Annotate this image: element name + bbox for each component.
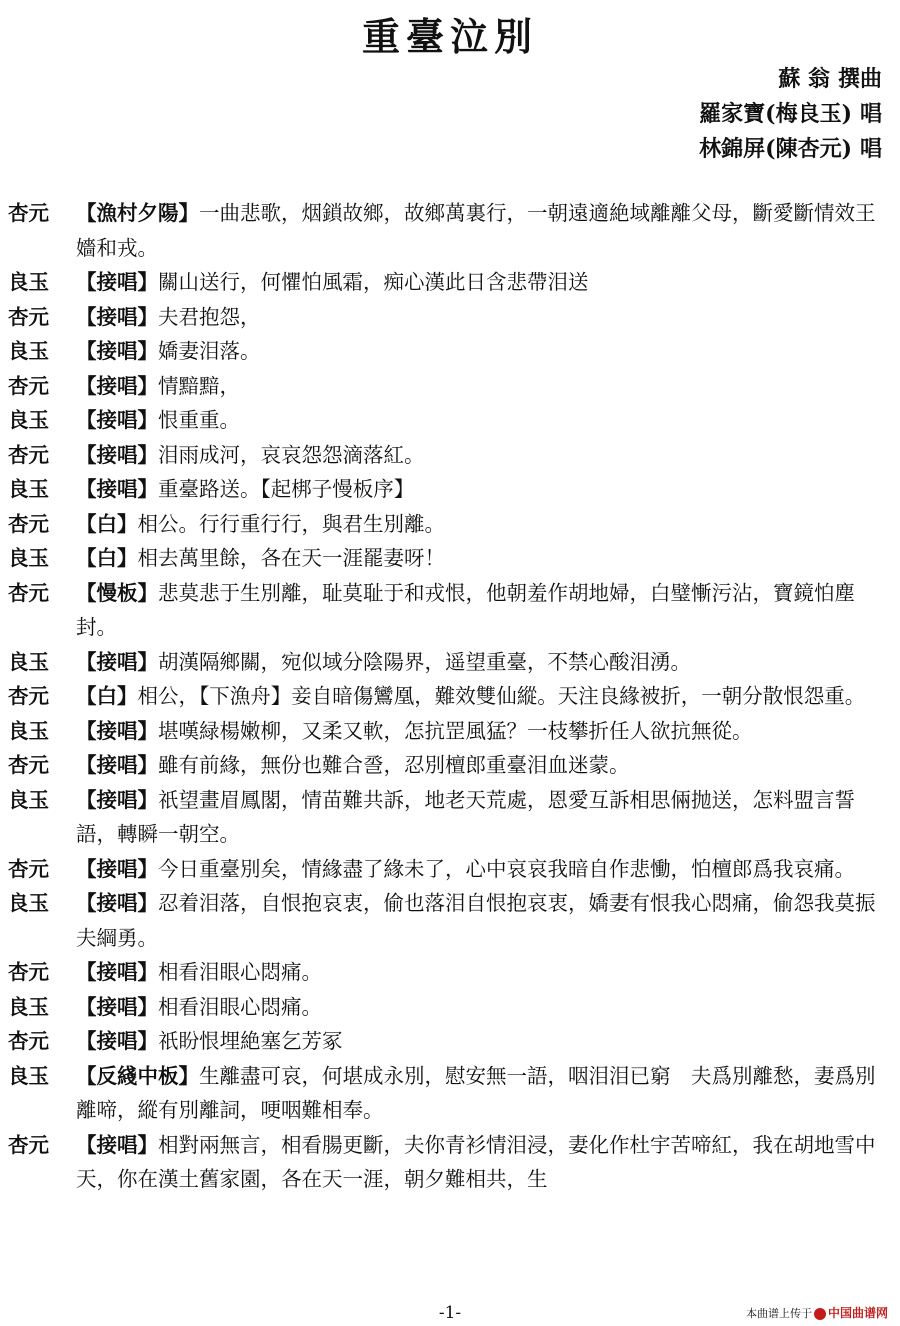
script-row: [8, 955, 888, 990]
lyric-text: 一曲悲歌，烟鎖故鄉，故鄉萬裏行，一朝遠適絶域離離父母，斷愛斷情效王嬙和戎。: [76, 201, 876, 260]
credit-role: 唱: [859, 136, 882, 162]
speaker-name: 杏元: [8, 1132, 49, 1157]
lyric-text: 相公，【下漁舟】妾自暗傷鸞凰，難效雙仙縱。天注良緣被折，一朝分散恨怨重。: [137, 684, 866, 708]
speaker-name: 良玉: [8, 546, 49, 570]
tune-tag: 【接唱】: [76, 960, 158, 984]
tune-tag: 【接唱】: [76, 270, 158, 294]
tune-tag: 【接唱】: [76, 649, 158, 674]
tune-tag: 【白】: [76, 684, 138, 708]
page-number: -1-: [438, 1303, 462, 1323]
credit-role: 唱: [859, 101, 882, 127]
script-row: [8, 714, 888, 749]
script-row: [8, 1128, 888, 1197]
tune-tag: 【接唱】: [76, 442, 158, 467]
lyric-text: 祇望畫眉鳳閣，情苗難共訴，地老天荒處，恩愛互訴相思倆抛送，怎料盟言誓語，轉瞬一朝空。: [76, 787, 855, 846]
speaker-name: 杏元: [8, 753, 49, 777]
watermark-brand: 中国曲谱网: [827, 1306, 888, 1320]
speaker-name: 杏元: [8, 373, 49, 398]
speaker-name: 良玉: [8, 994, 49, 1019]
tune-tag: 【接唱】: [76, 718, 158, 743]
tune-tag: 【接唱】: [76, 1029, 158, 1053]
lyric-text: 恨重重。: [158, 408, 240, 432]
lyric-line: [76, 886, 888, 955]
page-title: 重臺泣別: [361, 14, 538, 59]
speaker-name: 杏元: [8, 201, 49, 225]
script-row: [8, 886, 888, 955]
credit-singer-1: [699, 97, 882, 132]
speaker-name: 良玉: [8, 891, 49, 915]
speaker-name: 良玉: [8, 339, 49, 363]
credit-name: 林錦屏(陳杏元): [699, 136, 852, 162]
script-row: [8, 265, 888, 300]
script-row: [8, 852, 888, 887]
tune-tag: 【接唱】: [76, 1132, 158, 1157]
lyric-line: [76, 1024, 888, 1059]
lyric-text: 生離盡可哀，何堪成永別，慰安無一語，咽泪泪已窮 夫爲別離愁，妻爲別離啼，縱有別離詞，哽咽難相奉。: [76, 1063, 876, 1122]
tune-tag: 【慢板】: [76, 580, 158, 605]
lyric-line: [76, 576, 888, 645]
speaker-name: 良玉: [8, 718, 49, 743]
credit-singer-2: [699, 132, 882, 167]
lyric-line: [76, 334, 888, 369]
script-body: [8, 196, 888, 1197]
speaker-name: 杏元: [8, 1029, 49, 1053]
lyric-text: 嬌妻泪落。: [158, 339, 261, 363]
lyric-line: [76, 852, 888, 887]
credit-composer: [699, 62, 882, 97]
script-row: [8, 576, 888, 645]
tune-tag: 【接唱】: [76, 787, 158, 812]
tune-tag: 【接唱】: [76, 408, 158, 432]
script-row: [8, 1024, 888, 1059]
watermark-text: 本曲谱上传于: [745, 1307, 812, 1320]
speaker-name: 杏元: [8, 960, 49, 984]
lyric-text: 泪雨成河，哀哀怨怨滴落紅。: [158, 442, 425, 467]
speaker-name: 良玉: [8, 270, 49, 294]
watermark: [746, 1304, 888, 1321]
lyric-line: [76, 507, 888, 542]
speaker-name: 杏元: [8, 304, 49, 329]
lyric-text: 情黯黯，: [158, 373, 240, 398]
credit-name: 蘇 翁: [778, 66, 830, 92]
tune-tag: 【接唱】: [76, 994, 158, 1019]
tune-tag: 【接唱】: [76, 753, 158, 777]
speaker-name: 良玉: [8, 477, 49, 501]
lyric-line: [76, 196, 888, 265]
tune-tag: 【白】: [76, 511, 138, 536]
speaker-name: 良玉: [8, 1063, 49, 1088]
speaker-name: 良玉: [8, 649, 49, 674]
tune-tag: 【接唱】: [76, 373, 158, 398]
script-row: [8, 748, 888, 783]
site-logo-icon: [814, 1308, 826, 1320]
lyric-line: [76, 990, 888, 1025]
speaker-name: 杏元: [8, 684, 49, 708]
script-row: [8, 783, 888, 852]
lyric-line: [76, 955, 888, 990]
script-row: [8, 1059, 888, 1128]
script-row: [8, 990, 888, 1025]
speaker-name: 杏元: [8, 856, 49, 881]
lyric-line: [76, 541, 888, 576]
lyric-text: 夫君抱怨，: [158, 304, 261, 329]
script-row: [8, 507, 888, 542]
speaker-name: 杏元: [8, 580, 49, 605]
script-row: [8, 645, 888, 680]
lyric-line: [76, 783, 888, 852]
lyric-text: 雖有前緣，無份也難合巹，忍別檀郎重臺泪血迷蒙。: [158, 753, 630, 777]
speaker-name: 杏元: [8, 511, 49, 536]
tune-tag: 【白】: [76, 546, 138, 570]
script-row: [8, 334, 888, 369]
lyric-line: [76, 265, 888, 300]
lyric-text: 相看泪眼心悶痛。: [158, 994, 322, 1019]
lyric-line: [76, 679, 888, 714]
lyric-text: 相對兩無言，相看腸更斷，夫你青衫情泪浸，妻化作杜宇苦啼紅，我在胡地雪中天，你在漢土舊家園，各在天一涯，朝夕難相共，生: [76, 1132, 876, 1191]
lyric-line: [76, 300, 888, 335]
script-row: [8, 541, 888, 576]
lyric-line: [76, 438, 888, 473]
tune-tag: 【接唱】: [76, 304, 158, 329]
speaker-name: 杏元: [8, 442, 49, 467]
lyric-text: 忍着泪落，自恨抱哀衷，偷也落泪自恨抱哀衷，嬌妻有恨我心悶痛，偷怨我莫振夫綱勇。: [76, 891, 876, 950]
lyric-line: [76, 403, 888, 438]
credit-name: 羅家寶(梅良玉): [699, 101, 852, 127]
tune-tag: 【接唱】: [76, 477, 158, 501]
script-row: [8, 300, 888, 335]
tune-tag: 【反綫中板】: [76, 1063, 199, 1088]
credits-block: [699, 62, 882, 167]
lyric-text: 悲莫悲于生別離，耻莫耻于和戎恨，他朝羞作胡地婦，白璧慚污沾，寶鏡怕塵封。: [76, 580, 855, 639]
tune-tag: 【接唱】: [76, 339, 158, 363]
script-row: [8, 679, 888, 714]
credit-role: 撰曲: [837, 66, 882, 92]
lyric-line: [76, 645, 888, 680]
script-row: [8, 438, 888, 473]
script-row: [8, 196, 888, 265]
tune-tag: 【漁村夕陽】: [76, 201, 199, 225]
speaker-name: 良玉: [8, 787, 49, 812]
lyric-line: [76, 369, 888, 404]
speaker-name: 良玉: [8, 408, 49, 432]
lyric-line: [76, 748, 888, 783]
lyric-line: [76, 1059, 888, 1128]
lyric-text: 今日重臺別矣，情緣盡了緣未了，心中哀哀我暗自作悲慟，怕檀郎爲我哀痛。: [158, 856, 855, 881]
lyric-text: 胡漢隔鄉關，宛似域分陰陽界，遥望重臺，不禁心酸泪湧。: [158, 649, 691, 674]
lyric-text: 堪嘆緑楊嫩柳，又柔又軟，怎抗罡風猛？一枝攀折任人欲抗無從。: [158, 718, 753, 743]
tune-tag: 【接唱】: [76, 856, 158, 881]
lyric-text: 重臺路送。【起梆子慢板序】: [158, 477, 415, 501]
script-row: [8, 369, 888, 404]
lyric-text: 相公。行行重行行，與君生別離。: [137, 511, 445, 536]
lyric-text: 祇盼恨埋絶塞乞芳冢: [158, 1029, 343, 1053]
tune-tag: 【接唱】: [76, 891, 158, 915]
lyric-text: 關山送行，何懼怕風霜，痴心漢此日含悲帶泪送: [158, 270, 589, 294]
lyric-text: 相去萬里餘，各在天一涯罷妻呀！: [137, 546, 445, 570]
script-row: [8, 403, 888, 438]
lyric-line: [76, 714, 888, 749]
lyric-text: 相看泪眼心悶痛。: [158, 960, 322, 984]
lyric-line: [76, 472, 888, 507]
lyric-line: [76, 1128, 888, 1197]
script-row: [8, 472, 888, 507]
